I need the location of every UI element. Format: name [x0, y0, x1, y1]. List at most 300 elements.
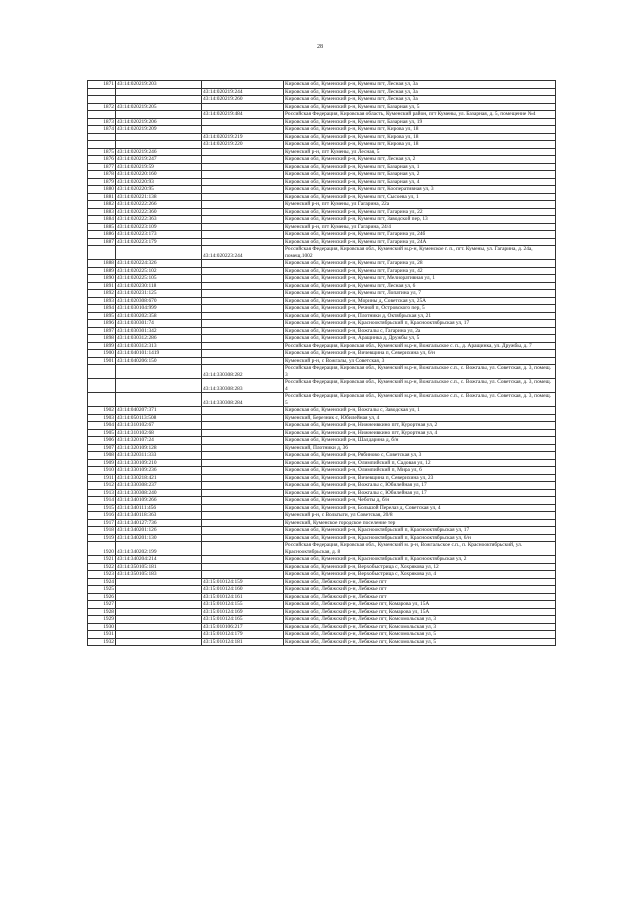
premises-cadastral-cell [202, 527, 284, 535]
premises-cadastral-cell: 43:15:010124:181 [202, 638, 284, 646]
premises-cadastral-cell [202, 231, 284, 239]
premises-cadastral-cell: 43:14:020219:260 [202, 96, 284, 104]
row-number-cell: 1902 [88, 407, 116, 415]
address-cell: Кировская обл, Куменский р-н, Вожгалы с, Юбилейная ул, 17 [284, 489, 556, 497]
row-number-cell: 1903 [88, 414, 116, 422]
cadastral-number-cell: 43:14:030312:313 [116, 342, 202, 350]
table-row [88, 586, 556, 594]
row-number-cell: 1877 [88, 163, 116, 171]
premises-cadastral-cell [202, 171, 284, 179]
cadastral-number-cell: 43:14:340127:736 [116, 519, 202, 527]
row-number-cell: 1911 [88, 474, 116, 482]
premises-cadastral-cell [202, 118, 284, 126]
row-number-cell: 1931 [88, 631, 116, 639]
cadastral-number-cell: 43:14:020223:179 [116, 238, 202, 246]
address-cell: Кировская обл, Куменский р-н, Кумены пгт, Лесная ул, 2 [284, 156, 556, 164]
address-cell: Кировская обл, Куменский р-н, Краснооктябрьский п, Краснооктябрьская ул, 17 [284, 527, 556, 535]
address-cell: Кировская обл, Куменский р-н, Плотники д, Октябрьская ул, 21 [284, 312, 556, 320]
table-row [88, 118, 556, 126]
cadastral-number-cell: 43:14:020219:205 [116, 103, 202, 111]
premises-cadastral-cell [202, 282, 284, 290]
premises-cadastral-cell [202, 571, 284, 579]
table-row [88, 489, 556, 497]
row-number-cell: 1912 [88, 482, 116, 490]
cadastral-number-cell: 43:14:020225:102 [116, 267, 202, 275]
cadastral-number-cell: 43:14:320109:128 [116, 444, 202, 452]
cadastral-number-cell [116, 616, 202, 624]
address-cell: Кировская обл, Куменский р-н, Олимпийский п, Мира ул, 6 [284, 467, 556, 475]
cadastral-number-cell: 43:14:020219:59 [116, 163, 202, 171]
premises-cadastral-cell: 43:14:020219:220 [202, 141, 284, 149]
premises-cadastral-cell [202, 519, 284, 527]
cadastral-number-cell: 43:14:320107:24 [116, 437, 202, 445]
cadastral-number-cell [116, 393, 202, 407]
address-cell: Кировская обл, Куменский р-н, Кумены пгт, Гагарина ул, 24б [284, 231, 556, 239]
row-number-cell [88, 379, 116, 393]
address-cell: Кировская обл, Куменский р-н, Кумены пгт, Гагарина ул, 24А [284, 238, 556, 246]
registry-table-body [88, 81, 556, 646]
address-cell: Кировская обл, Лебяжский р-н, Лебяжье пгт, Комсомольская ул, 3 [284, 616, 556, 624]
table-row [88, 231, 556, 239]
table-row [88, 260, 556, 268]
premises-cadastral-cell: 43:15:010124:155 [202, 601, 284, 609]
table-row [88, 178, 556, 186]
address-cell: Кировская обл, Куменский р-н, Вичевщина п, Северихина ул, 6/н [284, 350, 556, 358]
address-cell: Кировская обл, Куменский р-н, Кумены пгт, Базарная ул, 2 [284, 171, 556, 179]
cadastral-number-cell: 43:14:330308:237 [116, 482, 202, 490]
row-number-cell: 1872 [88, 103, 116, 111]
cadastral-number-cell: 43:14:020219:246 [116, 148, 202, 156]
cadastral-number-cell [116, 379, 202, 393]
address-cell: Кировская обл, Лебяжский р-н, Лебяжье пгт [284, 593, 556, 601]
address-cell: Кировская обл, Куменский р-н, Кумены пгт, Сысоева ул, 1 [284, 193, 556, 201]
address-cell: Российская Федерация, Кировская обл., Куменский м. р-н, Вожгальское с.п., п. Краснооктябрьский, ул. Краснооктябрьская, д. 8 [284, 542, 556, 556]
row-number-cell: 1904 [88, 422, 116, 430]
address-cell: Российская Федерация, Кировская обл., Куменский м.р-н, Вожгальское с.п., с. Вожгалы, ул. Советская, д. 3, помещ. 5 [284, 393, 556, 407]
table-row [88, 275, 556, 283]
table-row [88, 193, 556, 201]
address-cell: Кировская обл, Куменский р-н, Кумены пгт, Кирова ул, 18 [284, 141, 556, 149]
table-row [88, 519, 556, 527]
row-number-cell: 1874 [88, 126, 116, 134]
cadastral-number-cell: 43:14:020219:209 [116, 126, 202, 134]
address-cell: Кировская обл, Лебяжский р-н, Лебяжье пгт, Комсомольская ул, 5 [284, 638, 556, 646]
premises-cadastral-cell [202, 193, 284, 201]
table-row [88, 429, 556, 437]
address-cell: Кировская обл, Лебяжский р-н, Лебяжье пгт [284, 578, 556, 586]
cadastral-number-cell [116, 365, 202, 379]
premises-cadastral-cell [202, 342, 284, 350]
cadastral-number-cell: 43:14:020219:247 [116, 156, 202, 164]
row-number-cell [88, 111, 116, 119]
table-row [88, 238, 556, 246]
table-row [88, 467, 556, 475]
table-row [88, 616, 556, 624]
address-cell: Российская Федерация, Кировская обл., Куменский м.р-н, Вожгальское с.п., с. Вожгалы, ул. Советская, д. 3, помещ. 3 [284, 365, 556, 379]
address-cell: Кировская обл, Куменский р-н, Кумены пгт, Кооперативная ул, 3 [284, 186, 556, 194]
cadastral-number-cell: 43:14:020230:118 [116, 282, 202, 290]
table-row [88, 350, 556, 358]
address-cell: Кировская обл, Куменский р-н, Морины д, Советская ул, 25А [284, 297, 556, 305]
premises-cadastral-cell [202, 275, 284, 283]
row-number-cell: 1922 [88, 563, 116, 571]
table-row [88, 148, 556, 156]
table-row [88, 444, 556, 452]
address-cell: Кировская обл, Лебяжский р-н, Лебяжье пгт, Комсомольская ул, 3 [284, 623, 556, 631]
row-number-cell: 1897 [88, 327, 116, 335]
address-cell: Российская Федерация, Кировская обл., Куменский м.р-н, Вожгальское с. п., д. Аращинка, ул. Дружбы, д. 7 [284, 342, 556, 350]
premises-cadastral-cell: 43:15:010124:159 [202, 578, 284, 586]
premises-cadastral-cell [202, 489, 284, 497]
table-row [88, 379, 556, 393]
cadastral-number-cell: 43:14:340118:363 [116, 512, 202, 520]
premises-cadastral-cell: 43:15:010124:161 [202, 593, 284, 601]
row-number-cell: 1896 [88, 320, 116, 328]
table-row [88, 497, 556, 505]
table-row [88, 601, 556, 609]
premises-cadastral-cell [202, 305, 284, 313]
address-cell: Кировская обл, Куменский р-н, Кумены пгт, Кирова ул, 18 [284, 133, 556, 141]
row-number-cell: 1920 [88, 542, 116, 556]
row-number-cell: 1883 [88, 208, 116, 216]
address-cell: Кировская обл, Куменский р-н, Кумены пгт, Лесная ул, 3а [284, 96, 556, 104]
address-cell: Куменский, Березник с, Юбилейная ул, 4 [284, 414, 556, 422]
address-cell: Кировская обл, Лебяжский р-н, Лебяжье пгт, Комарова ул, 15А [284, 601, 556, 609]
table-row [88, 474, 556, 482]
premises-cadastral-cell [202, 216, 284, 224]
premises-cadastral-cell [202, 201, 284, 209]
table-row [88, 593, 556, 601]
address-cell: Кировская обл, Куменский р-н, Нижнеивкино пгт, Курортная ул, 4 [284, 429, 556, 437]
row-number-cell: 1888 [88, 260, 116, 268]
cadastral-number-cell: 43:14:020220:95 [116, 186, 202, 194]
row-number-cell [88, 393, 116, 407]
row-number-cell: 1875 [88, 148, 116, 156]
cadastral-number-cell [116, 246, 202, 260]
address-cell: Кировская обл, Куменский р-н, Верхобыстрица с, Хохрякова ул, 12 [284, 563, 556, 571]
cadastral-number-cell: 43:14:020220:160 [116, 171, 202, 179]
registry-table [87, 80, 556, 646]
premises-cadastral-cell [202, 497, 284, 505]
table-row [88, 512, 556, 520]
table-row [88, 534, 556, 542]
address-cell: Кировская обл, Куменский р-н, Речной п, Островского пер, 5 [284, 305, 556, 313]
row-number-cell [88, 96, 116, 104]
cadastral-number-cell: 43:14:330109:210 [116, 459, 202, 467]
cadastral-number-cell: 43:14:350105:181 [116, 563, 202, 571]
table-row [88, 327, 556, 335]
premises-cadastral-cell: 43:15:010124:160 [202, 586, 284, 594]
premises-cadastral-cell [202, 312, 284, 320]
table-row [88, 459, 556, 467]
cadastral-number-cell [116, 586, 202, 594]
cadastral-number-cell: 43:14:020222:363 [116, 216, 202, 224]
premises-cadastral-cell [202, 407, 284, 415]
row-number-cell: 1901 [88, 357, 116, 365]
address-cell: Кировская обл, Куменский р-н, Большой Перелаз д, Советская ул, 4 [284, 504, 556, 512]
premises-cadastral-cell [202, 482, 284, 490]
row-number-cell: 1873 [88, 118, 116, 126]
row-number-cell [88, 88, 116, 96]
cadastral-number-cell: 43:14:040101:1419 [116, 350, 202, 358]
table-row [88, 126, 556, 134]
row-number-cell: 1882 [88, 201, 116, 209]
cadastral-number-cell: 43:14:330218:421 [116, 474, 202, 482]
cadastral-number-cell: 43:14:310102:68 [116, 429, 202, 437]
cadastral-number-cell [116, 88, 202, 96]
premises-cadastral-cell [202, 414, 284, 422]
table-row [88, 111, 556, 119]
address-cell: Кировская обл, Куменский р-н, Олимпийский п, Садовая ул, 12 [284, 459, 556, 467]
premises-cadastral-cell [202, 267, 284, 275]
row-number-cell: 1878 [88, 171, 116, 179]
row-number-cell: 1884 [88, 216, 116, 224]
table-row [88, 357, 556, 365]
address-cell: Кировская обл, Куменский р-н, Чеботы д, б/н [284, 497, 556, 505]
premises-cadastral-cell [202, 429, 284, 437]
address-cell: Кировская обл, Лебяжский р-н, Лебяжье пгт, Комарова ул, 15А [284, 608, 556, 616]
table-row [88, 208, 556, 216]
table-row [88, 88, 556, 96]
premises-cadastral-cell: 43:14:020219:244 [202, 88, 284, 96]
premises-cadastral-cell [202, 350, 284, 358]
cadastral-number-cell: 43:14:030104:999 [116, 305, 202, 313]
premises-cadastral-cell [202, 542, 284, 556]
premises-cadastral-cell [202, 452, 284, 460]
cadastral-number-cell [116, 608, 202, 616]
address-cell: Кировская обл, Куменский р-н, Верхобыстрица с, Хохрякова ул, 4 [284, 571, 556, 579]
cadastral-number-cell: 43:14:020219:203 [116, 81, 202, 89]
premises-cadastral-cell [202, 459, 284, 467]
table-row [88, 342, 556, 350]
address-cell: Российская Федерация, Кировская обл., Куменский м.р-н, Куменское г. п., пгт. Кумены, ул. Гагарина, д. 24а, помещ.1002 [284, 246, 556, 260]
cadastral-number-cell: 43:14:340111:456 [116, 504, 202, 512]
table-row [88, 365, 556, 379]
premises-cadastral-cell [202, 260, 284, 268]
row-number-cell [88, 246, 116, 260]
table-row [88, 305, 556, 313]
row-number-cell: 1910 [88, 467, 116, 475]
row-number-cell: 1907 [88, 444, 116, 452]
row-number-cell: 1893 [88, 297, 116, 305]
cadastral-number-cell: 43:14:340109:266 [116, 497, 202, 505]
row-number-cell: 1925 [88, 586, 116, 594]
cadastral-number-cell: 43:14:030202:358 [116, 312, 202, 320]
premises-cadastral-cell: 43:14:020219:219 [202, 133, 284, 141]
premises-cadastral-cell [202, 320, 284, 328]
row-number-cell: 1926 [88, 593, 116, 601]
table-row [88, 608, 556, 616]
address-cell: Кировская обл, Куменский р-н, Кумены пгт, Лесная ул, 3а [284, 81, 556, 89]
address-cell: Кировская обл, Куменский р-н, Кумены пгт, Гагарина ул, 22 [284, 208, 556, 216]
table-row [88, 504, 556, 512]
premises-cadastral-cell [202, 444, 284, 452]
table-row [88, 297, 556, 305]
table-row [88, 96, 556, 104]
row-number-cell: 1918 [88, 527, 116, 535]
cadastral-number-cell: 43:14:040207:371 [116, 407, 202, 415]
table-row [88, 422, 556, 430]
row-number-cell: 1887 [88, 238, 116, 246]
cadastral-number-cell [116, 593, 202, 601]
cadastral-number-cell: 43:14:320311:333 [116, 452, 202, 460]
address-cell: Российская Федерация, Кировская обл., Куменский м.р-н, Вожгальское с.п., с. Вожгалы, ул. Советская, д. 3, помещ. 4 [284, 379, 556, 393]
row-number-cell: 1924 [88, 578, 116, 586]
address-cell: Кировская обл, Куменский р-н, Вожгалы с, Гагарина ул, 2а [284, 327, 556, 335]
table-row [88, 527, 556, 535]
row-number-cell: 1879 [88, 178, 116, 186]
table-row [88, 320, 556, 328]
address-cell: Кировская обл, Лебяжский р-н, Лебяжье пгт, Комсомольская ул, 5 [284, 631, 556, 639]
table-row [88, 141, 556, 149]
row-number-cell: 1892 [88, 290, 116, 298]
row-number-cell: 1929 [88, 616, 116, 624]
premises-cadastral-cell [202, 467, 284, 475]
cadastral-number-cell: 43:14:020224:326 [116, 260, 202, 268]
address-cell: Кировская обл, Куменский р-н, Аращинка д, Дружбы ул, 5 [284, 335, 556, 343]
row-number-cell: 1928 [88, 608, 116, 616]
address-cell: Кировская обл, Куменский р-н, Кумены пгт, Лопатина ул, 7 [284, 290, 556, 298]
row-number-cell: 1927 [88, 601, 116, 609]
address-cell: Кировская обл, Куменский р-н, Кумены пгт, Лесная ул, 3а [284, 88, 556, 96]
row-number-cell [88, 365, 116, 379]
cadastral-number-cell [116, 111, 202, 119]
row-number-cell: 1871 [88, 81, 116, 89]
premises-cadastral-cell [202, 512, 284, 520]
premises-cadastral-cell [202, 290, 284, 298]
address-cell: Кировская обл, Куменский р-н, Кумены пгт, Заводской пер, 13 [284, 216, 556, 224]
address-cell: Кировская обл, Куменский р-н, Шалдарина д, б/н [284, 437, 556, 445]
cadastral-number-cell: 43:14:050113:508 [116, 414, 202, 422]
table-row [88, 103, 556, 111]
premises-cadastral-cell: 43:15:010124:165 [202, 616, 284, 624]
table-row [88, 163, 556, 171]
row-number-cell [88, 133, 116, 141]
row-number-cell: 1917 [88, 519, 116, 527]
premises-cadastral-cell [202, 297, 284, 305]
premises-cadastral-cell [202, 327, 284, 335]
table-row [88, 156, 556, 164]
premises-cadastral-cell [202, 534, 284, 542]
row-number-cell: 1885 [88, 223, 116, 231]
premises-cadastral-cell: 43:14:330308:282 [202, 365, 284, 379]
table-row [88, 186, 556, 194]
table-row [88, 578, 556, 586]
cadastral-number-cell: 43:14:020225:105 [116, 275, 202, 283]
premises-cadastral-cell [202, 474, 284, 482]
row-number-cell: 1906 [88, 437, 116, 445]
row-number-cell: 1916 [88, 512, 116, 520]
table-row [88, 638, 556, 646]
row-number-cell: 1894 [88, 305, 116, 313]
table-row [88, 631, 556, 639]
cadastral-number-cell: 43:14:340204:214 [116, 556, 202, 564]
cadastral-number-cell: 43:14:020221:138 [116, 193, 202, 201]
table-row [88, 623, 556, 631]
table-row [88, 571, 556, 579]
cadastral-number-cell: 43:14:020222:266 [116, 201, 202, 209]
address-cell: Кировская обл, Куменский р-н, Кумены пгт, Гагарина ул, 42 [284, 267, 556, 275]
cadastral-number-cell: 43:14:340202:199 [116, 542, 202, 556]
row-number-cell: 1899 [88, 342, 116, 350]
row-number-cell: 1886 [88, 231, 116, 239]
premises-cadastral-cell: 43:14:020219:484 [202, 111, 284, 119]
row-number-cell: 1898 [88, 335, 116, 343]
table-row [88, 216, 556, 224]
cadastral-number-cell [116, 141, 202, 149]
cadastral-number-cell: 43:14:330308:240 [116, 489, 202, 497]
address-cell: Кировская обл, Куменский р-н, Кумены пгт, Базарная ул, 4 [284, 178, 556, 186]
cadastral-number-cell: 43:14:040206:150 [116, 357, 202, 365]
table-row [88, 267, 556, 275]
address-cell: Кировская обл, Куменский р-н, Кумены пгт, Лесная ул, 6 [284, 282, 556, 290]
row-number-cell: 1923 [88, 571, 116, 579]
table-row [88, 393, 556, 407]
row-number-cell: 1913 [88, 489, 116, 497]
row-number-cell: 1930 [88, 623, 116, 631]
table-row [88, 563, 556, 571]
cadastral-number-cell [116, 623, 202, 631]
row-number-cell: 1915 [88, 504, 116, 512]
premises-cadastral-cell [202, 163, 284, 171]
address-cell: Кировская обл, Куменский р-н, Рябиново с, Советская ул, 3 [284, 452, 556, 460]
row-number-cell: 1921 [88, 556, 116, 564]
address-cell: Кировская обл, Куменский р-н, Краснооктябрьский п, Краснооктябрьская ул, 17 [284, 320, 556, 328]
premises-cadastral-cell: 43:14:330308:283 [202, 379, 284, 393]
premises-cadastral-cell: 43:15:010124:169 [202, 608, 284, 616]
address-cell: Кировская обл, Куменский р-н, Кумены пгт, Базарная ул, 19 [284, 118, 556, 126]
cadastral-number-cell [116, 601, 202, 609]
address-cell: Куменский, Плотники д, 36 [284, 444, 556, 452]
address-cell: Кировская обл, Куменский р-н, Нижнеивкино пгт, Курортная ул, 2 [284, 422, 556, 430]
address-cell: Кировская обл, Лебяжский р-н, Лебяжье пгт [284, 586, 556, 594]
row-number-cell: 1900 [88, 350, 116, 358]
cadastral-number-cell [116, 638, 202, 646]
row-number-cell: 1895 [88, 312, 116, 320]
premises-cadastral-cell: 43:14:330308:284 [202, 393, 284, 407]
address-cell: Кировская обл, Куменский р-н, Кумены пгт, Кирова ул, 18 [284, 126, 556, 134]
cadastral-number-cell: 43:14:020231:125 [116, 290, 202, 298]
table-row [88, 223, 556, 231]
cadastral-number-cell: 43:14:030312:286 [116, 335, 202, 343]
address-cell: Куменский р-н, пгт Кумены, ул Лесная, 5 [284, 148, 556, 156]
row-number-cell: 1889 [88, 267, 116, 275]
table-row [88, 282, 556, 290]
address-cell: Кировская обл, Куменский р-н, Кумены пгт, Мелиоративная ул, 1 [284, 275, 556, 283]
table-row [88, 414, 556, 422]
premises-cadastral-cell [202, 556, 284, 564]
table-row [88, 312, 556, 320]
premises-cadastral-cell [202, 335, 284, 343]
cadastral-number-cell [116, 96, 202, 104]
row-number-cell: 1932 [88, 638, 116, 646]
premises-cadastral-cell: 43:14:020223:244 [202, 246, 284, 260]
row-number-cell: 1909 [88, 459, 116, 467]
address-cell: Куменский р-н, пгт Кумены, ул Гагарина, 24/4 [284, 223, 556, 231]
premises-cadastral-cell [202, 186, 284, 194]
row-number-cell: 1908 [88, 452, 116, 460]
row-number-cell: 1919 [88, 534, 116, 542]
cadastral-number-cell: 43:14:020219:206 [116, 118, 202, 126]
row-number-cell: 1891 [88, 282, 116, 290]
address-cell: Кировская обл, Куменский р-н, Вожгалы с, Заводская ул, 1 [284, 407, 556, 415]
address-cell: Кировская обл, Куменский р-н, Краснооктябрьский п, Краснооктябрьская ул, 2 [284, 556, 556, 564]
row-number-cell [88, 141, 116, 149]
premises-cadastral-cell: 43:15:010124:179 [202, 631, 284, 639]
address-cell: Кировская обл, Куменский р-н, Кумены пгт, Гагарина ул, 28 [284, 260, 556, 268]
cadastral-number-cell: 43:14:330109:236 [116, 467, 202, 475]
table-row [88, 335, 556, 343]
